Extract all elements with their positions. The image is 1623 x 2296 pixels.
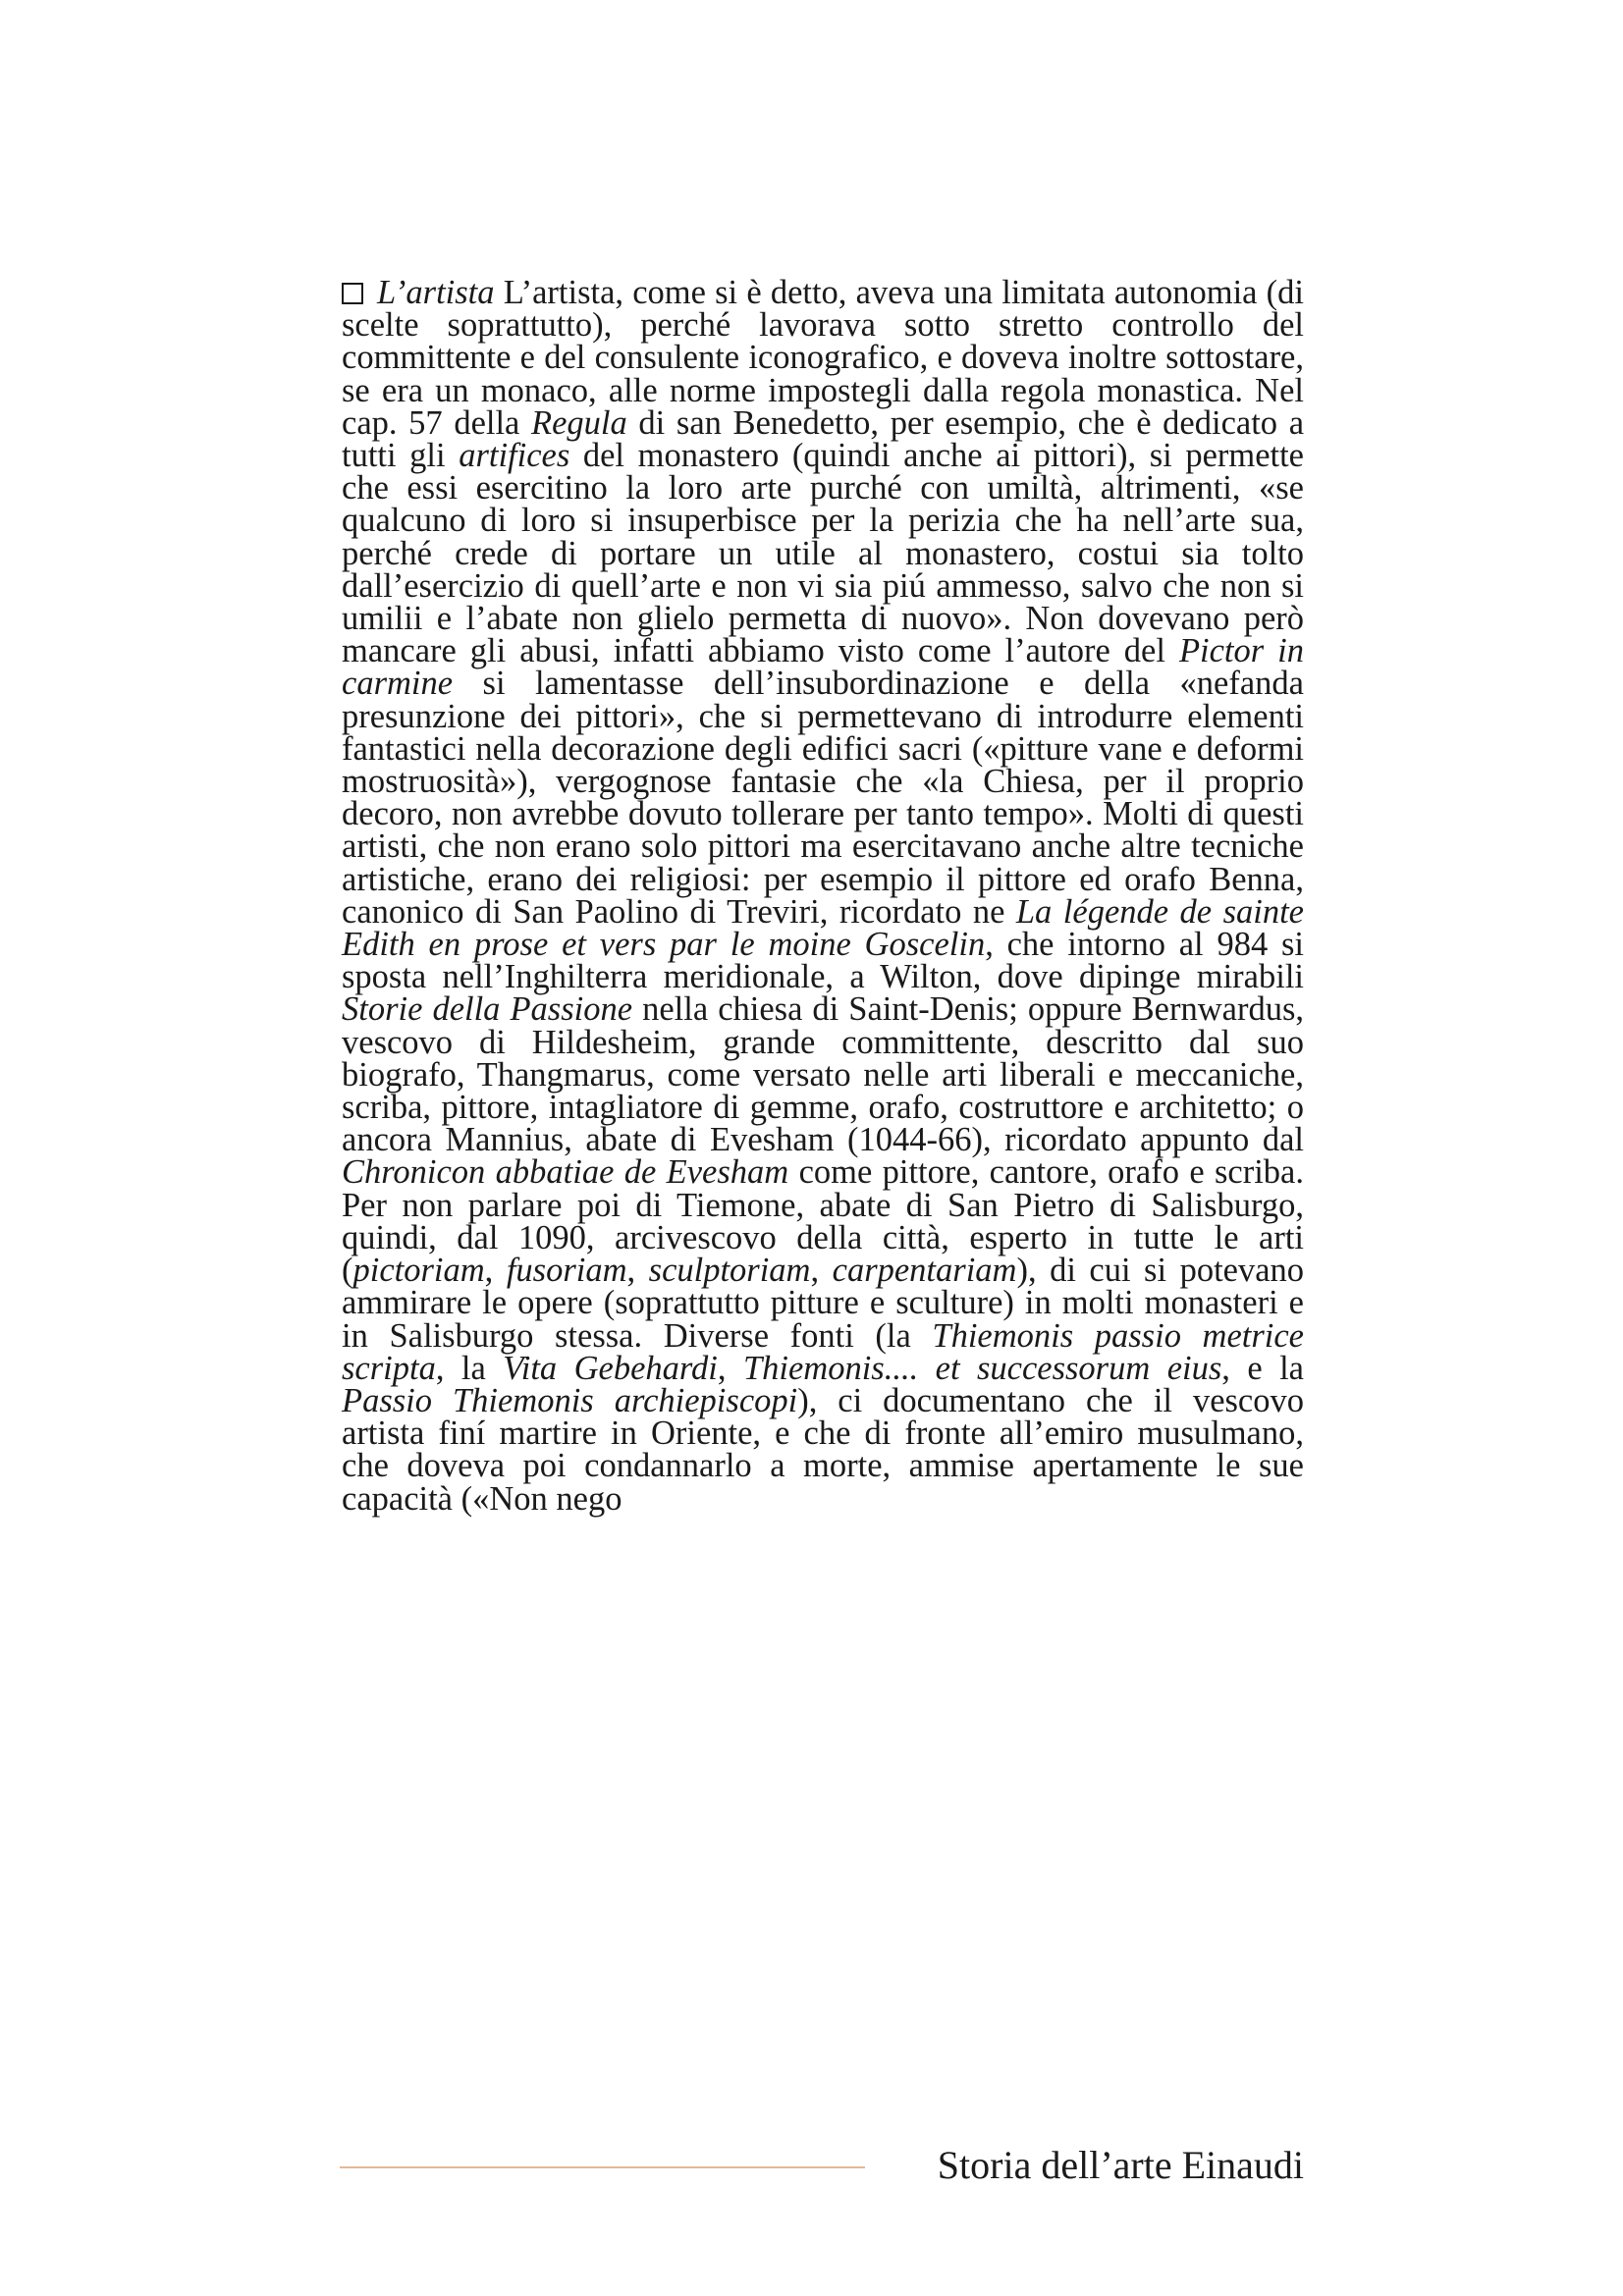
italic-title-run: artifices — [459, 437, 570, 475]
italic-title-run: Thiemonis passio metrice scripta — [342, 1316, 1304, 1387]
text-run: nella chiesa di Saint-Denis; oppure Bernwardus, vescovo di Hildesheim, grande committente, descritto dal suo biografo, Thangmarus, come versato nelle arti liberali e meccaniche, scriba, pittore, intagliatore di gemme, orafo, costruttore e architetto; o ancora Mannius, abate di Evesham (1044-66), ricordato appunto dal — [342, 990, 1305, 1159]
text-run: , — [810, 1252, 833, 1290]
text-run: come pittore, cantore, orafo e scriba. Per non parlare poi di Tiemone, abate di San Pietro di Salisburgo, quindi, dal 1090, arcivescovo della città, esperto in tutte le arti ( — [342, 1153, 1304, 1290]
text-run: si lamentasse dell’insubordinazione e della «nefanda presunzione dei pittori», che si permettevano di introdurre elementi fantastici nella decorazione degli edifici sacri («pitture vane e deformi mostruosità»), vergognose fantasie che «la Chiesa, per il proprio decoro, non avrebbe dovuto tollerare per tanto tempo». Molti di questi artisti, che non erano solo pittori ma esercitavano anche altre tecniche artistiche, erano dei religiosi: per esempio il pittore ed orafo Benna, canonico di San Paolino di Treviri, ricordato ne — [342, 665, 1304, 931]
paragraph-text — [342, 274, 1304, 1518]
section-marker-square-icon — [342, 283, 363, 304]
italic-title-run: sculptoriam — [648, 1252, 811, 1290]
italic-title-run: fusoriam — [506, 1252, 627, 1290]
text-run: , — [717, 1349, 743, 1387]
text-run: , la — [435, 1349, 504, 1387]
italic-title-run: La légende de sainte Edith en prose et vers par le moine Goscelin — [342, 892, 1304, 964]
text-run: del monastero (quindi anche ai pittori), si permette che essi esercitino la loro arte purché con umiltà, altrimenti, «se qualcuno di loro si insuperbisce per la perizia che ha nell’arte sua, perché crede di portare un utile al monastero, costui sia tolto dall’esercizio di quell’arte e non vi sia piú ammesso, salvo che non si umilii e l’abate non glielo permetta di nuovo». Non dovevano però mancare gli abusi, infatti abbiamo visto come l’autore del — [342, 437, 1304, 670]
footer-rule — [340, 2166, 865, 2168]
italic-title-run: pictoriam — [352, 1252, 485, 1290]
italic-title-run: Regula — [531, 403, 627, 442]
text-run: , — [626, 1252, 649, 1290]
text-run: , che intorno al 984 si sposta nell’Inghilterra meridionale, a Wilton, dove dipinge mirabili — [342, 926, 1304, 996]
italic-title-run: carpentariam — [832, 1252, 1017, 1290]
text-run: , — [484, 1252, 507, 1290]
text-run: L’artista, come si è detto, aveva una limitata autonomia (di scelte soprattutto), perché lavorava sotto stretto controllo del committente e del consulente iconografico, e doveva inoltre sottostare, se era un monaco, alle norme impostegli dalla regola monastica. Nel cap. 57 della — [342, 274, 1304, 442]
body-paragraph — [342, 274, 1305, 1518]
italic-title-run: Vita Gebehardi — [503, 1349, 718, 1387]
italic-title-run: Pictor in carmine — [342, 632, 1304, 703]
section-heading: L’artista — [377, 274, 495, 311]
italic-title-run: Passio Thiemonis archiepiscopi — [342, 1381, 798, 1419]
footer-publisher-title: Storia dell’arte Einaudi — [937, 2143, 1304, 2187]
text-run: , e la — [1221, 1349, 1304, 1387]
text-run: ), di cui si potevano ammirare le opere (soprattutto pitture e sculture) in molti monasteri e in Salisburgo stessa. Diverse fonti (la — [342, 1252, 1305, 1355]
text-run: ), ci documentano che il vescovo artista finí martire in Oriente, e che di fronte all’emiro musulmano, che doveva poi condannarlo a morte, ammise apertamente le sue capacità («Non nego — [342, 1381, 1304, 1518]
italic-title-run: Thiemonis.... et successorum eius — [742, 1349, 1222, 1387]
italic-title-run: Chronicon abbatiae de Evesham — [342, 1153, 789, 1192]
text-run: di san Benedetto, per esempio, che è dedicato a tutti gli — [342, 403, 1305, 475]
italic-title-run: Storie della Passione — [342, 990, 633, 1029]
